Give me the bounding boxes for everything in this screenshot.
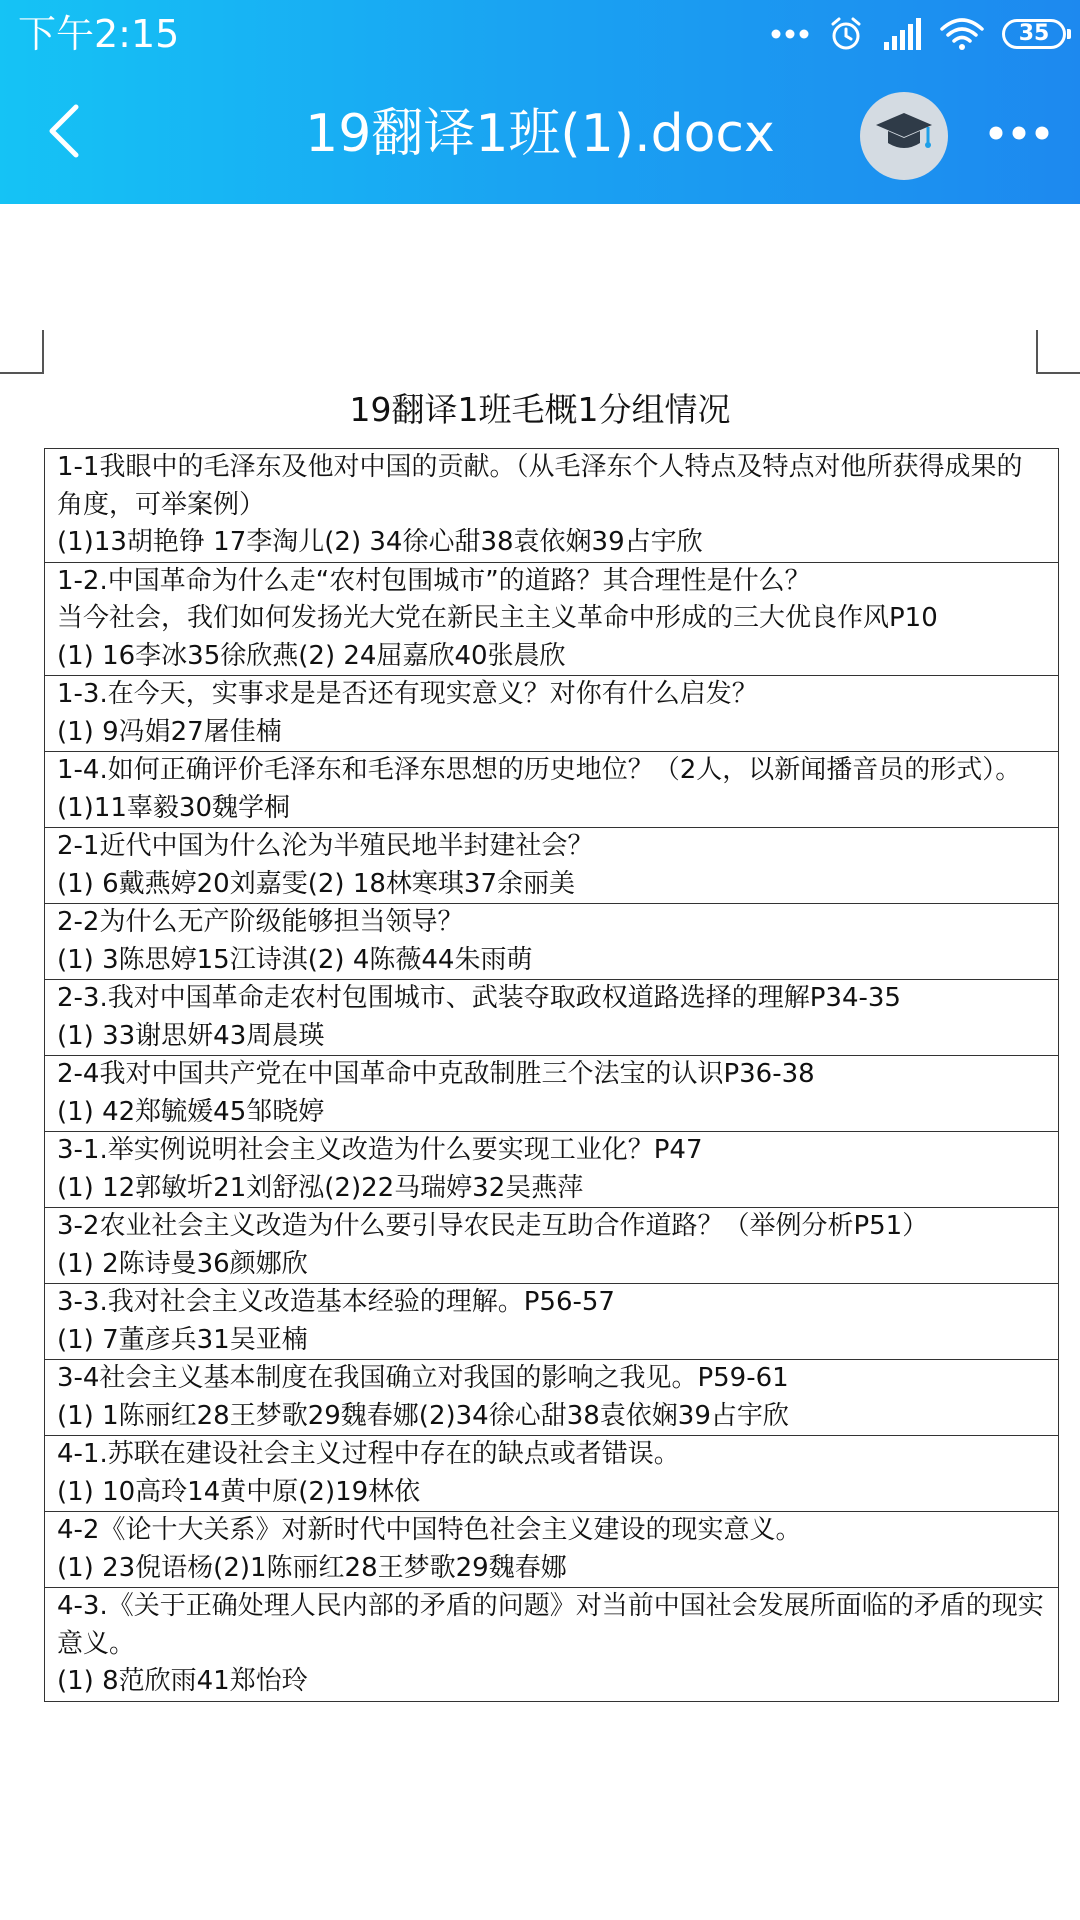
wifi-icon	[940, 17, 984, 51]
row-members: (1) 42郑毓媛45邹晓婷	[57, 1096, 325, 1127]
row-members: (1) 10高玲14黄中原(2)19林依	[57, 1476, 421, 1507]
table-row	[45, 676, 1059, 752]
table-row	[45, 752, 1059, 828]
row-members: (1) 8范欣雨41郑怡玲	[57, 1666, 308, 1696]
table-cell	[45, 1512, 1059, 1588]
avatar[interactable]	[860, 92, 948, 180]
row-topic: 2-3.我对中国革命走农村包围城市、武装夺取政权道路选择的理解P34-35	[57, 983, 901, 1013]
navigation-bar	[0, 70, 1080, 204]
row-members: (1) 16李冰35徐欣燕(2) 24屈嘉欣40张晨欣	[57, 640, 566, 671]
row-topic: 1-4.如何正确评价毛泽东和毛泽东思想的历史地位？（2人，以新闻播音员的形式）。	[57, 755, 1022, 785]
table-row	[45, 1284, 1059, 1360]
row-topic: 1-3.在今天，实事求是是否还有现实意义？对你有什么启发？	[57, 679, 758, 709]
app-bar	[0, 0, 1080, 204]
battery-icon	[1002, 19, 1066, 49]
row-topic: 4-2《论十大关系》对新时代中国特色社会主义建设的现实意义。	[57, 1515, 802, 1545]
table-row	[45, 828, 1059, 904]
row-topic: 2-1近代中国为什么沦为半殖民地半封建社会？	[57, 831, 594, 861]
table-cell	[45, 1056, 1059, 1132]
table-row	[45, 904, 1059, 980]
table-cell	[45, 449, 1059, 563]
signal-icon	[882, 18, 922, 50]
table-cell	[45, 676, 1059, 752]
table-row	[45, 1512, 1059, 1588]
document-title: 19翻译1班(1).docx	[305, 104, 775, 164]
back-button[interactable]	[36, 96, 92, 170]
table-row	[45, 562, 1059, 676]
row-members: (1) 2陈诗曼36颜娜欣	[57, 1248, 308, 1279]
row-members: (1) 7董彦兵31吴亚楠	[57, 1324, 308, 1355]
status-icons	[770, 14, 1066, 54]
table-row	[45, 1208, 1059, 1284]
row-topic: 2-4我对中国共产党在中国革命中克敌制胜三个法宝的认识P36-38	[57, 1059, 815, 1089]
row-members: (1) 6戴燕婷20刘嘉雯(2) 18林寒琪37余丽美	[57, 868, 575, 899]
table-row	[45, 1588, 1059, 1702]
chevron-left-icon	[46, 103, 82, 163]
table-row	[45, 1056, 1059, 1132]
page-corner-mark-right	[1036, 330, 1080, 374]
row-members: (1) 1陈丽红28王梦歌29魏春娜(2)34徐心甜38袁依娴39占宇欣	[57, 1400, 789, 1431]
more-dots-icon	[770, 28, 810, 40]
row-members: (1)13胡艳铮 17李淘儿(2) 34徐心甜38袁依娴39占宇欣	[57, 527, 703, 557]
table-row	[45, 1360, 1059, 1436]
row-topic: 3-2农业社会主义改造为什么要引导农民走互助合作道路？（举例分析P51）	[57, 1211, 929, 1241]
row-members: (1) 3陈思婷15江诗淇(2) 4陈薇44朱雨萌	[57, 944, 533, 975]
page-corner-mark-left	[0, 330, 44, 374]
table-cell	[45, 1132, 1059, 1208]
table-row	[45, 1132, 1059, 1208]
table-cell	[45, 1436, 1059, 1512]
more-horizontal-icon	[988, 125, 1050, 145]
table-row	[45, 980, 1059, 1056]
status-time: 下午2:15	[18, 12, 180, 56]
table-row	[45, 1436, 1059, 1512]
row-topic: 1-1我眼中的毛泽东及他对中国的贡献。（从毛泽东个人特点及特点对他所获得成果的角度，可举案例）	[57, 452, 1023, 520]
table-cell	[45, 904, 1059, 980]
table-cell	[45, 828, 1059, 904]
table-cell	[45, 752, 1059, 828]
row-members: (1) 23倪语杨(2)1陈丽红28王梦歌29魏春娜	[57, 1552, 567, 1583]
row-members: (1)11辜毅30魏学桐	[57, 792, 290, 823]
row-topic: 4-3.《关于正确处理人民内部的矛盾的问题》对当前中国社会发展所面临的矛盾的现实意义。	[57, 1591, 1044, 1659]
row-members: (1) 9冯娟27屠佳楠	[57, 716, 282, 747]
table-cell	[45, 1208, 1059, 1284]
status-bar	[0, 0, 1080, 70]
table-row	[45, 449, 1059, 563]
row-topic: 2-2为什么无产阶级能够担当领导？	[57, 907, 464, 937]
more-options-button[interactable]	[984, 110, 1054, 160]
battery-level: 35	[1018, 21, 1050, 46]
row-extra: 当今社会，我们如何发扬光大党在新民主主义革命中形成的三大优良作风P10	[57, 603, 938, 633]
table-cell	[45, 562, 1059, 676]
document-page[interactable]	[0, 204, 1080, 1920]
row-topic: 3-3.我对社会主义改造基本经验的理解。P56-57	[57, 1287, 615, 1317]
row-topic: 1-2.中国革命为什么走“农村包围城市”的道路？其合理性是什么？	[57, 565, 811, 596]
row-members: (1) 12郭敏圻21刘舒泓(2)22马瑞婷32吴燕萍	[57, 1172, 584, 1203]
table-cell	[45, 980, 1059, 1056]
row-topic: 4-1.苏联在建设社会主义过程中存在的缺点或者错误。	[57, 1439, 680, 1469]
row-members: (1) 33谢思妍43周晨瑛	[57, 1020, 325, 1051]
alarm-icon	[828, 16, 864, 52]
table-cell	[45, 1360, 1059, 1436]
table-cell	[45, 1588, 1059, 1702]
document-heading: 19翻译1班毛概1分组情况	[349, 390, 731, 429]
row-topic: 3-4社会主义基本制度在我国确立对我国的影响之我见。P59-61	[57, 1363, 789, 1393]
groups-table	[44, 448, 1059, 1702]
table-cell	[45, 1284, 1059, 1360]
graduation-cap-icon	[874, 109, 934, 163]
row-topic: 3-1.举实例说明社会主义改造为什么要实现工业化？P47	[57, 1135, 703, 1165]
